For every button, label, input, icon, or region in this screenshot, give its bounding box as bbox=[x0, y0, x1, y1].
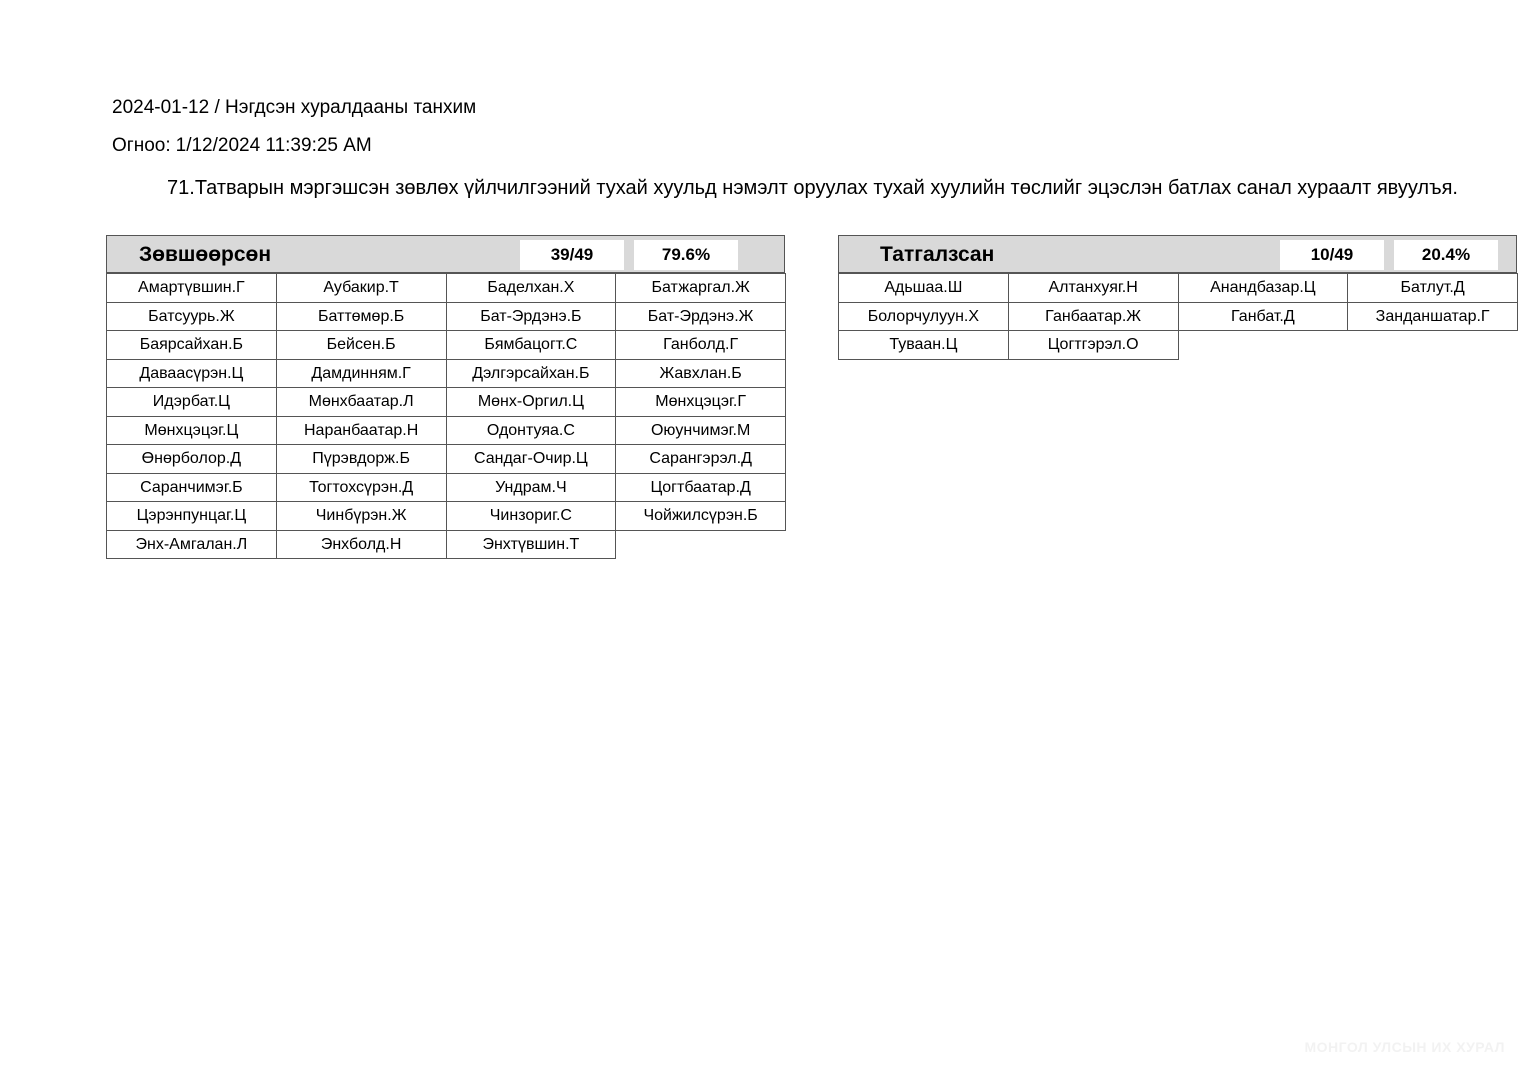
session-info: 2024-01-12 / Нэгдсэн хуралдааны танхим bbox=[112, 97, 477, 118]
approved-name-cell: Чинбүрэн.Ж bbox=[276, 501, 447, 531]
rejected-name-cell: Болорчулуун.Х bbox=[838, 302, 1009, 332]
approved-name-cell: Батсуурь.Ж bbox=[106, 302, 277, 332]
approved-name-cell: Бейсен.Б bbox=[276, 330, 447, 360]
approved-name-cell: Сарангэрэл.Д bbox=[615, 444, 786, 474]
date-label: Огноо: bbox=[112, 135, 171, 156]
approved-name-cell: Чойжилсүрэн.Б bbox=[615, 501, 786, 531]
approved-name-cell: Энхтүвшин.Т bbox=[446, 530, 617, 560]
approved-name-cell: Өнөрболор.Д bbox=[106, 444, 277, 474]
approved-name-cell: Бямбацогт.С bbox=[446, 330, 617, 360]
date-value: 1/12/2024 11:39:25 AM bbox=[175, 135, 372, 156]
approved-names-grid bbox=[106, 273, 785, 558]
rejected-name-cell: Батлут.Д bbox=[1347, 273, 1518, 303]
approved-name-cell: Дэлгэрсайхан.Б bbox=[446, 359, 617, 389]
approved-percent: 79.6% bbox=[634, 240, 738, 270]
rejected-count: 10/49 bbox=[1280, 240, 1384, 270]
rejected-name-cell: Алтанхуяг.Н bbox=[1008, 273, 1179, 303]
rejected-name-cell: Туваан.Ц bbox=[838, 330, 1009, 360]
approved-name-cell: Энх-Амгалан.Л bbox=[106, 530, 277, 560]
approved-title: Зөвшөөрсөн bbox=[139, 243, 272, 266]
approved-name-cell: Наранбаатар.Н bbox=[276, 416, 447, 446]
approved-name-cell: Баттөмөр.Б bbox=[276, 302, 447, 332]
rejected-title: Татгалзсан bbox=[880, 243, 995, 266]
approved-name-cell: Аубакир.Т bbox=[276, 273, 447, 303]
approved-name-cell: Саранчимэг.Б bbox=[106, 473, 277, 503]
approved-name-cell: Баярсайхан.Б bbox=[106, 330, 277, 360]
approved-name-cell: Идэрбат.Ц bbox=[106, 387, 277, 417]
approved-panel bbox=[106, 235, 785, 558]
approved-name-cell: Бат-Эрдэнэ.Ж bbox=[615, 302, 786, 332]
approved-name-cell: Мөнхбаатар.Л bbox=[276, 387, 447, 417]
rejected-name-cell: Ганбаатар.Ж bbox=[1008, 302, 1179, 332]
rejected-header bbox=[838, 235, 1517, 273]
approved-name-cell: Чинзориг.С bbox=[446, 501, 617, 531]
rejected-percent: 20.4% bbox=[1394, 240, 1498, 270]
approved-name-cell: Мөнхцэцэг.Ц bbox=[106, 416, 277, 446]
approved-name-cell: Сандаг-Очир.Ц bbox=[446, 444, 617, 474]
approved-name-cell: Батжаргал.Ж bbox=[615, 273, 786, 303]
rejected-names-grid bbox=[838, 273, 1517, 359]
approved-name-cell: Цэрэнпунцаг.Ц bbox=[106, 501, 277, 531]
approved-header bbox=[106, 235, 785, 273]
approved-name-cell: Мөнх-Оргил.Ц bbox=[446, 387, 617, 417]
approved-name-cell: Пүрэвдорж.Б bbox=[276, 444, 447, 474]
approved-name-cell: Дамдинням.Г bbox=[276, 359, 447, 389]
rejected-name-cell: Занданшатар.Г bbox=[1347, 302, 1518, 332]
approved-name-cell: Мөнхцэцэг.Г bbox=[615, 387, 786, 417]
approved-name-cell: Тогтохсүрэн.Д bbox=[276, 473, 447, 503]
approved-name-cell: Одонтуяа.С bbox=[446, 416, 617, 446]
approved-name-cell: Оюунчимэг.М bbox=[615, 416, 786, 446]
rejected-name-cell: Адьшаа.Ш bbox=[838, 273, 1009, 303]
approved-count: 39/49 bbox=[520, 240, 624, 270]
approved-name-cell: Баделхан.Х bbox=[446, 273, 617, 303]
approved-name-cell: Энхболд.Н bbox=[276, 530, 447, 560]
rejected-name-cell: Анандбазар.Ц bbox=[1178, 273, 1349, 303]
rejected-panel bbox=[838, 235, 1517, 359]
motion-title: 71.Татварын мэргэшсэн зөвлөх үйлчилгээний тухай хуульд нэмэлт оруулах тухай хуулийн төслийг эцэслэн батлах санал хураалт явуулъя. bbox=[167, 177, 1458, 199]
date-line bbox=[112, 135, 372, 157]
approved-name-cell: Амартүвшин.Г bbox=[106, 273, 277, 303]
approved-name-cell: Ундрам.Ч bbox=[446, 473, 617, 503]
approved-name-cell: Цогтбаатар.Д bbox=[615, 473, 786, 503]
approved-name-cell: Даваасүрэн.Ц bbox=[106, 359, 277, 389]
rejected-name-cell: Ганбат.Д bbox=[1178, 302, 1349, 332]
approved-name-cell: Жавхлан.Б bbox=[615, 359, 786, 389]
rejected-name-cell: Цогтгэрэл.О bbox=[1008, 330, 1179, 360]
approved-name-cell: Ганболд.Г bbox=[615, 330, 786, 360]
approved-name-cell: Бат-Эрдэнэ.Б bbox=[446, 302, 617, 332]
watermark: МОНГОЛ УЛСЫН ИХ ХУРАЛ bbox=[1304, 1039, 1505, 1055]
